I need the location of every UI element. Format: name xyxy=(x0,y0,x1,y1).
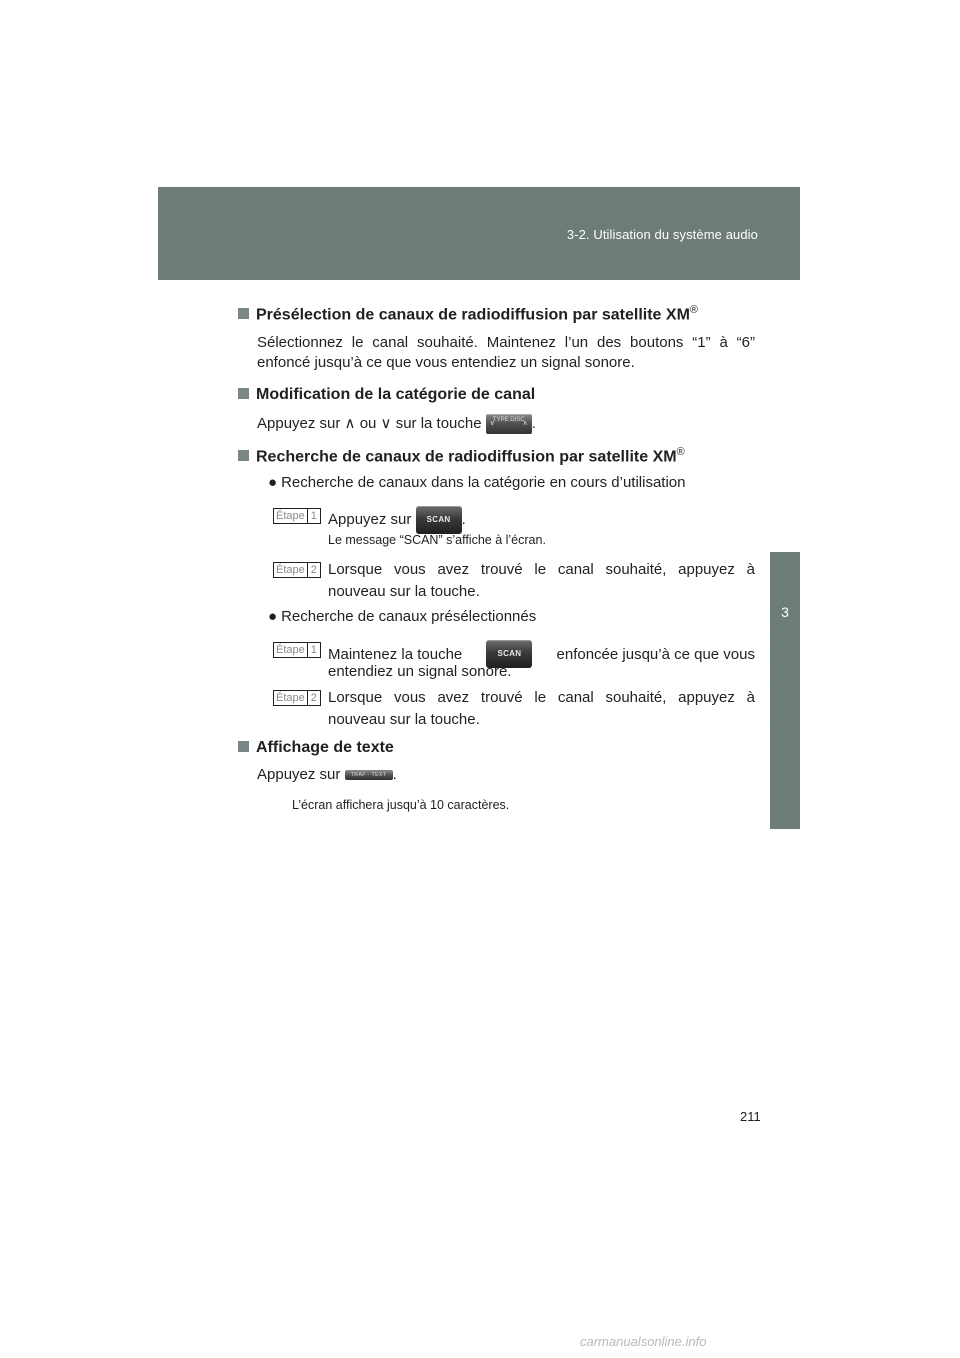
step-number: 2 xyxy=(307,563,320,577)
step3-text-before: Maintenez la touche xyxy=(328,645,463,663)
heading-search xyxy=(238,446,685,466)
step3-text-after: enfoncée jusqu’à ce que vous xyxy=(556,645,755,663)
bullet-presets xyxy=(268,608,536,625)
bullet-current-category-text: Recherche de canaux dans la catégorie en cours d’utilisation xyxy=(281,474,686,491)
step1-instruction xyxy=(328,506,466,534)
heading-preset xyxy=(238,304,698,324)
chapter-number: 3 xyxy=(781,604,789,620)
step-badge-1 xyxy=(273,508,321,524)
scan-button[interactable]: SCAN xyxy=(486,640,532,668)
category-instruction xyxy=(257,414,536,434)
chevron-down-icon: ∨ xyxy=(489,420,495,428)
registered-mark: ® xyxy=(689,304,699,316)
step-badge-2 xyxy=(273,562,321,578)
square-bullet-icon xyxy=(238,388,249,399)
category-text-before: Appuyez sur ∧ ou ∨ sur la touche xyxy=(257,415,482,432)
step-number: 1 xyxy=(307,509,320,523)
chapter-header xyxy=(158,187,800,280)
page-number: 211 xyxy=(740,1109,761,1124)
type-disc-button[interactable] xyxy=(486,414,532,434)
scan-button[interactable]: SCAN xyxy=(416,506,462,534)
step-word: Étape xyxy=(276,644,305,656)
step-badge-4 xyxy=(273,690,321,706)
heading-category-text: Modification de la catégorie de canal xyxy=(256,386,536,403)
text-display-note: L’écran affichera jusqu’à 10 caractères. xyxy=(292,798,510,812)
step-number: 1 xyxy=(307,643,320,657)
chevron-up-icon: ∧ xyxy=(522,420,528,428)
step4-line-1: Lorsque vous avez trouvé le canal souhaité, appuyez à xyxy=(328,689,755,706)
text-display-instruction xyxy=(257,766,397,783)
heading-text-display xyxy=(238,739,394,757)
round-bullet-icon: ● xyxy=(268,608,278,625)
preset-line-1: Sélectionnez le canal souhaité. Maintenez l’un des boutons “1” à “6” xyxy=(257,334,755,351)
square-bullet-icon xyxy=(238,450,249,461)
traf-text-button[interactable]: TRAF · TEXT xyxy=(345,770,393,780)
header-title: 3-2. Utilisation du système audio xyxy=(566,227,758,242)
step1-note: Le message “SCAN” s’affiche à l’écran. xyxy=(328,533,546,547)
category-text-after: . xyxy=(531,415,536,432)
step-number: 2 xyxy=(307,691,320,705)
type-disc-label: TYPE DISC xyxy=(492,417,525,424)
bullet-presets-text: Recherche de canaux présélectionnés xyxy=(281,608,537,625)
watermark: carmanualsonline.info xyxy=(580,1334,707,1349)
preset-line-2: enfoncé jusqu’à ce que vous entendiez un signal sonore. xyxy=(257,354,635,371)
step4-line-2: nouveau sur la touche. xyxy=(328,711,480,728)
step2-line-1: Lorsque vous avez trouvé le canal souhaité, appuyez à xyxy=(328,561,755,578)
step1-text-before: Appuyez sur xyxy=(328,510,412,528)
step3-line-2: entendiez un signal sonore. xyxy=(328,663,512,680)
step-word: Étape xyxy=(276,564,305,576)
square-bullet-icon xyxy=(238,308,249,319)
square-bullet-icon xyxy=(238,741,249,752)
text-display-before: Appuyez sur xyxy=(257,766,341,783)
heading-preset-text: Présélection de canaux de radiodiffusion par satellite XM xyxy=(256,306,690,324)
heading-text-display-text: Affichage de texte xyxy=(256,739,394,756)
step-word: Étape xyxy=(276,510,305,522)
bullet-current-category xyxy=(268,474,685,491)
registered-mark: ® xyxy=(676,446,685,458)
text-display-after: . xyxy=(392,766,397,783)
heading-search-text: Recherche de canaux de radiodiffusion par satellite XM xyxy=(256,448,677,466)
step1-text-after: . xyxy=(461,510,466,528)
round-bullet-icon: ● xyxy=(268,474,278,491)
chapter-side-label: Caractéristiques de l’habitacle xyxy=(777,627,793,801)
heading-category xyxy=(238,386,535,404)
step-badge-3 xyxy=(273,642,321,658)
step-word: Étape xyxy=(276,692,305,704)
step2-line-2: nouveau sur la touche. xyxy=(328,583,480,600)
